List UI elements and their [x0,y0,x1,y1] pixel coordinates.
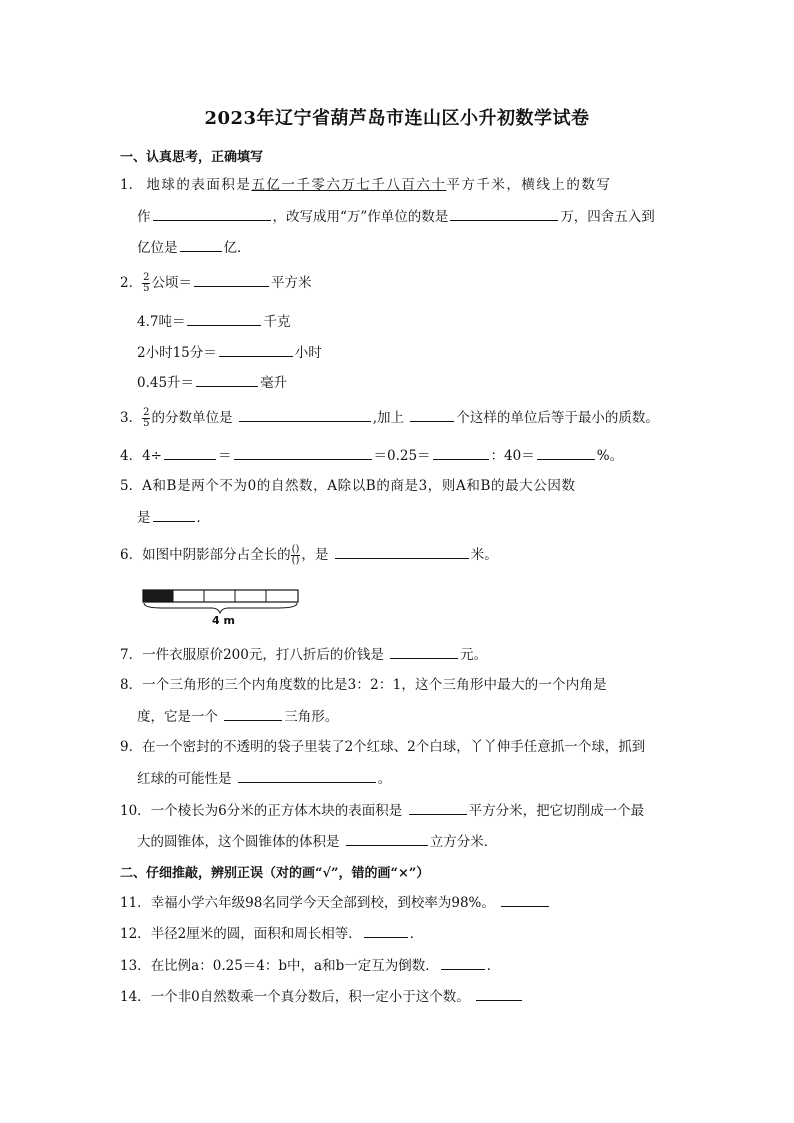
question-6 [120,545,498,566]
question-text: 三角形。 [284,709,339,725]
question-text: 作 [137,209,151,225]
answer-blank[interactable] [501,893,549,907]
answer-blank[interactable] [239,408,371,422]
answer-blank[interactable] [364,924,408,938]
question-number: 8． [120,677,143,693]
question-text: 立方分米． [429,834,498,850]
question-14 [120,987,524,1006]
question-text: ，改写成用“万”作单位的数是 [272,209,449,225]
question-number: 10． [120,803,151,819]
underlined-number-words: 五亿一千零六万七千八百六十 [251,177,447,193]
question-text: 米。 [470,547,498,563]
unit-text: 千克 [263,314,291,330]
question-text: ． [486,958,501,974]
question-2-line-2 [137,312,290,331]
question-number: 14． [120,989,151,1005]
question-10-line-2 [137,832,497,851]
question-number: 12． [120,926,151,942]
question-number: 7． [120,647,143,663]
fraction-numerator: () [291,544,300,555]
answer-blank[interactable] [180,238,222,252]
question-3 [120,408,659,429]
question-11 [120,893,551,912]
question-5-line-1 [120,477,576,495]
answer-blank[interactable] [153,508,195,522]
answer-blank[interactable] [164,446,216,460]
question-number: 4． [120,448,143,464]
question-text: A和B是两个不为0的自然数，A除以B的商是3，则A和B的最大公因数 [142,478,576,494]
answer-blank[interactable] [390,645,458,659]
section-heading-2: 二、仔细推敲，辨别正误（对的画“√”，错的画“×”） [120,866,430,881]
question-text: 。 [377,771,392,787]
question-text: 大的圆锥体，这个圆锥体的体积是 [137,834,340,850]
fraction-numerator: 2 [143,407,150,418]
answer-blank[interactable] [433,446,489,460]
question-7 [120,645,487,664]
question-text: 的分数单位是 [151,410,233,426]
answer-blank[interactable] [224,707,282,721]
section-heading-1: 一、认真思考，正确填写 [120,150,264,165]
question-text: 地球的表面积是 [146,177,252,193]
question-text: 亿位是 [137,240,178,256]
answer-blank[interactable] [153,207,271,221]
question-13 [120,956,500,975]
segmented-bar-figure [142,589,302,615]
question-4 [120,446,623,465]
question-text: 度，它是一个 [137,709,218,725]
answer-blank[interactable] [450,207,558,221]
question-2-line-1 [120,273,311,294]
answer-blank[interactable] [196,373,258,387]
question-text: 是 [137,510,151,526]
question-text: 平方千米，横线上的数写 [446,177,612,193]
fraction-denominator: 5 [143,283,150,294]
question-text: 平方分米，把它切削成一个最 [468,803,645,819]
question-1-line-2 [137,207,655,226]
question-text: 公顷＝ [151,275,192,291]
question-text: 幸福小学六年级98名同学今天全部到校，到校率为98%。 [150,895,495,911]
fraction-numerator: 2 [143,272,150,283]
question-number: 5． [120,478,143,494]
question-number: 9． [120,739,143,755]
question-text: ＝0.25＝ [373,448,431,464]
question-8-line-2 [137,707,338,726]
question-text: 在比例a：0.25＝4：b中，a和b一定互为倒数． [150,958,439,974]
page-title: 2023年辽宁省葫芦岛市连山区小升初数学试卷 [204,108,590,129]
shaded-segment [143,590,173,602]
question-8-line-1 [120,676,607,694]
question-text: ，是 [301,547,329,563]
answer-blank[interactable] [346,832,428,846]
question-text: 一个三角形的三个内角度数的比是3：2：1，这个三角形中最大的一个内角是 [142,677,607,693]
question-text: 0.45升＝ [137,375,195,391]
answer-blank[interactable] [335,545,469,559]
answer-blank[interactable] [409,801,467,815]
question-text: 4÷ [142,448,162,464]
answer-blank[interactable] [410,408,454,422]
question-12 [120,924,423,943]
unit-text: 毫升 [260,375,288,391]
question-text: 个这样的单位后等于最小的质数。 [456,410,659,426]
fraction [142,408,150,429]
question-text: ． [196,510,210,526]
question-text: 一个棱长为6分米的正方体木块的表面积是 [150,803,403,819]
question-number: 13． [120,958,151,974]
answer-blank[interactable] [234,446,372,460]
question-text: ,加上 [372,410,405,426]
question-2-line-3 [137,343,322,362]
answer-blank[interactable] [441,956,485,970]
question-text: ． [409,926,424,942]
question-number: 2． [120,275,143,291]
question-text: 半径2厘米的圆，面积和周长相等． [150,926,362,942]
question-text: 一件衣服原价200元，打八折后的价钱是 [142,647,384,663]
question-text: 亿． [223,240,251,256]
fraction-denominator: 5 [143,418,150,429]
fraction [142,273,150,294]
answer-blank[interactable] [219,343,293,357]
question-number: 11． [120,895,151,911]
bar-length-label: 4 m [212,614,235,627]
fraction-denominator: () [291,555,300,566]
unit-text: 平方米 [270,275,312,291]
question-text: ＝ [218,448,232,464]
fraction [291,545,301,566]
question-text: 万，四舍五入到 [560,209,655,225]
question-text: 2小时15分＝ [137,345,217,361]
question-2-line-4 [137,373,287,392]
brace-icon [144,603,297,613]
answer-blank[interactable] [194,273,269,287]
question-text: 元。 [460,647,488,663]
question-number: 3． [120,410,143,426]
answer-blank[interactable] [187,312,261,326]
question-1-line-3 [137,238,251,257]
answer-blank[interactable] [476,987,522,1001]
question-5-line-2 [137,508,210,527]
question-text: 一个非0自然数乘一个真分数后，积一定小于这个数。 [150,989,470,1005]
question-number: 1． [120,177,143,193]
question-9-line-2 [137,769,391,788]
answer-blank[interactable] [537,446,595,460]
question-text: 4.7吨＝ [137,314,186,330]
question-text: %。 [596,448,624,464]
question-1-line-1 [120,176,611,194]
question-text: 如图中阴影部分占全长的 [142,547,291,563]
question-10-line-1 [120,801,644,820]
question-number: 6． [120,547,143,563]
question-text: ：40＝ [490,448,535,464]
answer-blank[interactable] [238,769,376,783]
question-9-line-1 [120,738,645,756]
question-text: 在一个密封的不透明的袋子里装了2个红球、2个白球，丫丫伸手任意抓一个球，抓到 [142,739,646,755]
question-text: 红球的可能性是 [137,771,232,787]
unit-text: 小时 [294,345,322,361]
